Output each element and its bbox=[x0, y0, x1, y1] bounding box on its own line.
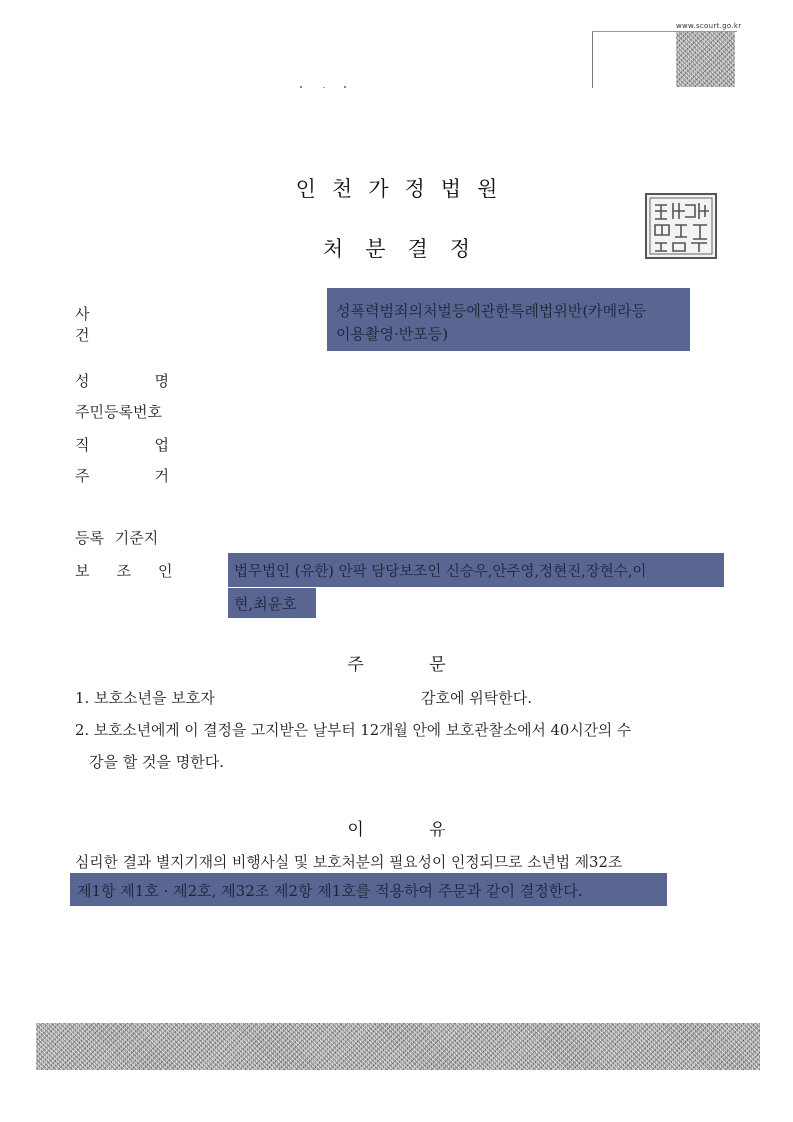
resident-id-label: 주민등록번호 bbox=[75, 403, 162, 421]
occupation-label bbox=[75, 434, 234, 455]
case-label-text: 사건 bbox=[75, 305, 149, 344]
site-url: www.scourt.go.kr bbox=[676, 22, 742, 30]
court-seal bbox=[645, 193, 717, 259]
order-item1-start: 1. 보호소년을 보호자 bbox=[75, 689, 215, 707]
residence-label bbox=[75, 465, 234, 486]
scan-speck bbox=[300, 86, 302, 88]
scan-speck bbox=[323, 87, 325, 88]
assistant-value-line1: 법무법인 (유한) 안팍 담당보조인 신승우,안주영,정현진,장현수,이 bbox=[234, 564, 647, 580]
case-label bbox=[75, 303, 171, 345]
order-heading-text: 주 문 bbox=[347, 655, 446, 675]
case-value-line1: 성폭력범죄의처벌등에관한특례법위반(카메라등 bbox=[336, 302, 647, 320]
reason-heading-text: 이 유 bbox=[347, 820, 446, 840]
order-item1-end: 감호에 위탁한다. bbox=[421, 689, 532, 707]
court-name: 인천가정법원 bbox=[295, 177, 514, 201]
order-heading bbox=[0, 650, 793, 675]
seal-glyphs bbox=[647, 195, 715, 257]
name-label bbox=[75, 370, 234, 391]
bottom-scan-noise bbox=[36, 1023, 760, 1070]
order-item2-line1: 2. 보호소년에게 이 결정을 고지받은 날부터 12개월 안에 보호관찰소에서 40시간의 수 bbox=[75, 722, 632, 739]
registered-domicile-label: 등록 기준지 bbox=[75, 529, 159, 547]
assistant-label-text: 보조인 bbox=[75, 562, 200, 580]
name-label-text: 성명 bbox=[75, 372, 234, 390]
order-item2-line2: 강을 할 것을 명한다. bbox=[89, 753, 224, 771]
qr-code bbox=[676, 32, 735, 87]
reason-line2: 제1항 제1호 · 제2호, 제32조 제2항 제1호를 적용하여 주문과 같이 결정한다. bbox=[77, 882, 583, 900]
scan-speck bbox=[344, 86, 346, 88]
assistant-label bbox=[75, 560, 199, 581]
occupation-label-text: 직업 bbox=[75, 436, 234, 454]
reason-line1: 심리한 결과 별지기재의 비행사실 및 보호처분의 필요성이 인정되므로 소년법 제32조 bbox=[75, 854, 623, 871]
case-value-line2: 이용촬영·반포등) bbox=[336, 325, 449, 343]
reason-heading bbox=[0, 815, 793, 840]
assistant-value-line2: 현,최윤호 bbox=[234, 595, 297, 613]
document-title: 처분결정 bbox=[322, 237, 493, 261]
residence-label-text: 주거 bbox=[75, 467, 234, 485]
